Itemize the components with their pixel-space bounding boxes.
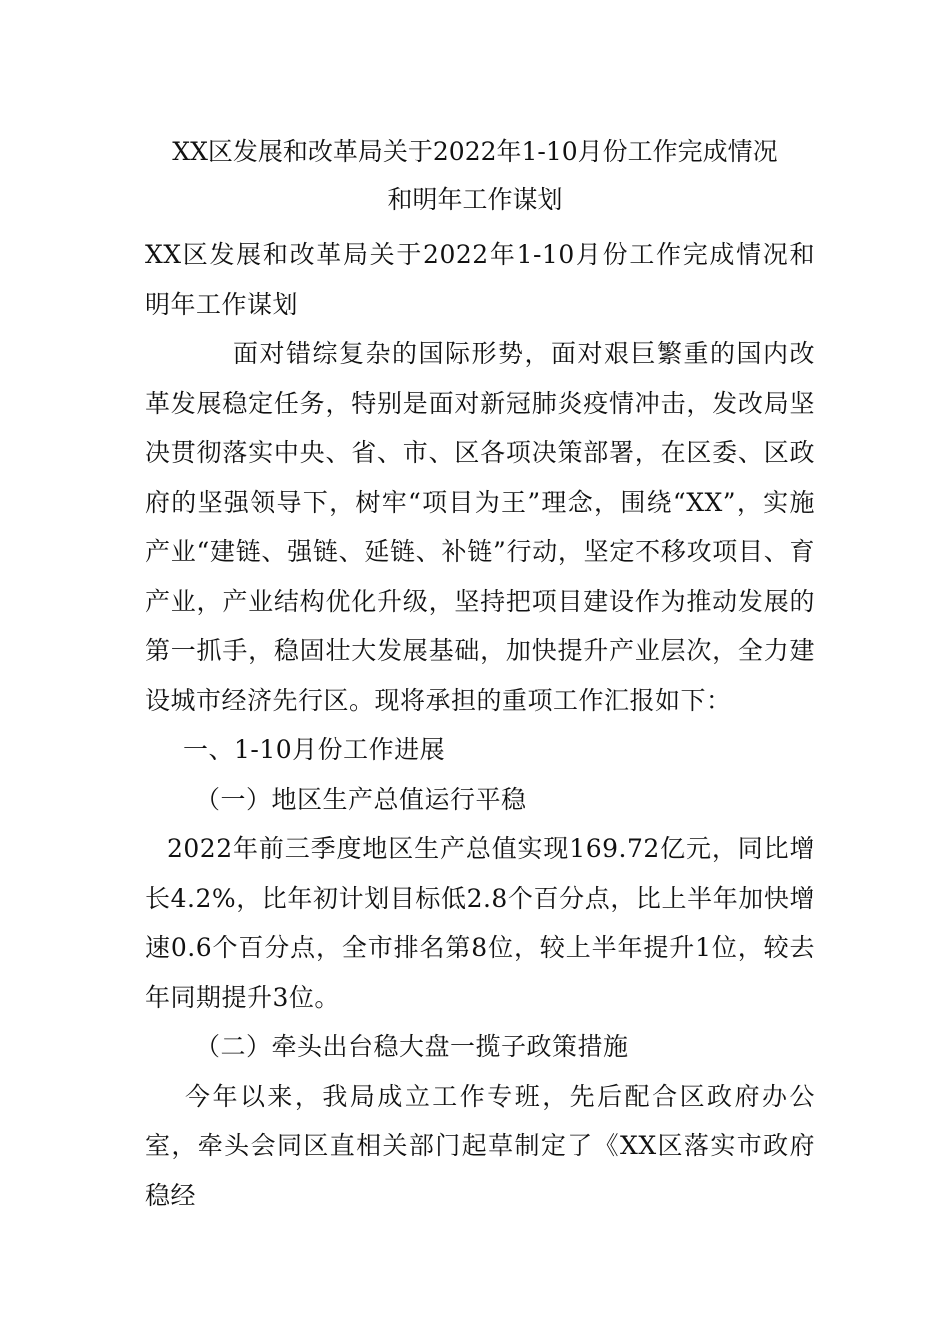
title-line-2: 和明年工作谋划 — [387, 185, 563, 214]
subsection-2-heading: （二）牵头出台稳大盘一揽子政策措施 — [195, 1032, 629, 1061]
subsection-2-paragraph: 今年以来，我局成立工作专班，先后配合区政府办公室，牵头会同区直相关部门起草制定了《XX区落实市政府稳经 — [145, 1081, 815, 1210]
title-line-1: XX区发展和改革局关于2022年1-10月份工作完成情况 — [172, 137, 778, 166]
document-title — [130, 128, 820, 224]
document-body — [145, 230, 815, 1220]
section-1-heading: 一、1-10月份工作进展 — [183, 735, 446, 764]
subsection-1-paragraph: 2022年前三季度地区生产总值实现169.72亿元，同比增长4.2%，比年初计划目标低2.8个百分点，比上半年加快增速0.6个百分点，全市排名第8位，较上半年提升1位，较去年同期提升3位。 — [145, 834, 815, 1012]
subsection-1-heading: （一）地区生产总值运行平稳 — [195, 784, 527, 814]
intro-paragraph: 面对错综复杂的国际形势，面对艰巨繁重的国内改革发展稳定任务，特别是面对新冠肺炎疫情冲击，发改局坚决贯彻落实中央、省、市、区各项决策部署，在区委、区政府的坚强领导下，树牢“项目为王”理念，围绕“XX”，实施产业“建链、强链、延链、补链”行动，坚定不移攻项目、育产业，产业结构优化升级，坚持把项目建设作为推动发展的第一抓手，稳固壮大发展基础，加快提升产业层次，全力建设城市经济先行区。现将承担的重项工作汇报如下： — [145, 339, 815, 715]
repeat-title-paragraph: XX区发展和改革局关于2022年1-10月份工作完成情况和明年工作谋划 — [145, 240, 815, 319]
